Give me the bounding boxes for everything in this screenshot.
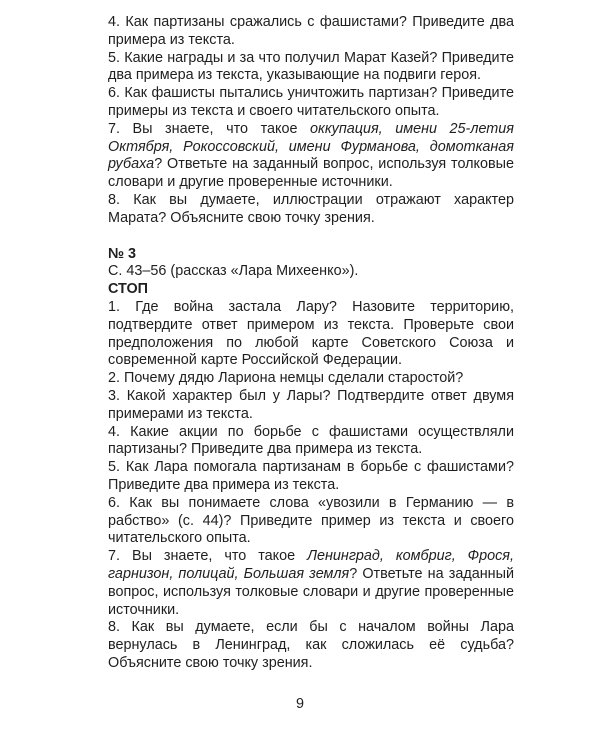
question-8: 8. Как вы думаете, иллюстрации отражают характер Марата? Объясните свою точку зрения.: [108, 191, 514, 226]
lara-question-1: 1. Где война застала Лару? Назовите территорию, подтвердите ответ примером из текста. Проверьте свои предположения по любой карте Советского Союза и современной карте Российской Федерации.: [108, 298, 514, 369]
section-source: С. 43–56 (рассказ «Лара Михеенко»).: [108, 263, 359, 280]
question-list-lara: [108, 299, 514, 673]
question-list-previous: [108, 14, 514, 228]
question-6: 6. Как фашисты пытались уничтожить партизан? Приведите примеры из текста и своего читательского опыта.: [108, 85, 514, 119]
lara-question-7-terms: Ленинград, комбриг, Фрося, гарнизон, полицай, Большая земля: [108, 548, 514, 582]
lara-question-3: 3. Какой характер был у Лары? Подтвердите ответ двумя примерами из текста.: [108, 387, 514, 422]
question-7-prefix: 7. Вы знаете, что такое: [108, 120, 311, 137]
lara-question-4: 4. Какие акции по борьбе с фашистами осуществляли партизаны? Приведите два примера из текста.: [108, 423, 514, 458]
lara-question-6: 6. Как вы понимаете слова «увозили в Германию — в рабство» (с. 44)? Приведите пример из текста и своего читательского опыта.: [108, 494, 514, 547]
question-5: 5. Какие награды и за что получил Марат Казей? Приведите два примера из текста, указывающие на подвиги героя.: [108, 49, 514, 84]
question-4: 4. Как партизаны сражались с фашистами? Приведите два примера из текста.: [108, 14, 514, 48]
question-7-terms: оккупация, имени 25-летия Октября, Рокоссовский, имени Фурманова, домотканая рубаха: [108, 120, 514, 173]
document-page: [108, 14, 514, 673]
lara-question-8: 8. Как вы думаете, если бы с началом войны Лара вернулась в Ленинград, как сложилась её судьба? Объясните свою точку зрения.: [108, 619, 514, 671]
question-7-suffix: ? Ответьте на заданный вопрос, используя толковые словари и другие проверенные источники.: [108, 156, 514, 191]
section-heading: № 3: [108, 245, 137, 262]
stop-label: СТОП: [108, 281, 149, 298]
lara-question-7-suffix: ? Ответьте на заданный вопрос, используя толковые словари и другие проверенные источники.: [108, 565, 515, 618]
lara-question-2: 2. Почему дядю Лариона немцы сделали старостой?: [108, 370, 464, 387]
lara-question-5: 5. Как Лара помогала партизанам в борьбе с фашистами? Приведите два примера из текста.: [108, 459, 514, 493]
lara-question-7-prefix: 7. Вы знаете, что такое: [108, 548, 308, 565]
question-7: [108, 121, 514, 192]
page-number: 9: [295, 696, 304, 712]
lara-question-7: [108, 548, 514, 619]
